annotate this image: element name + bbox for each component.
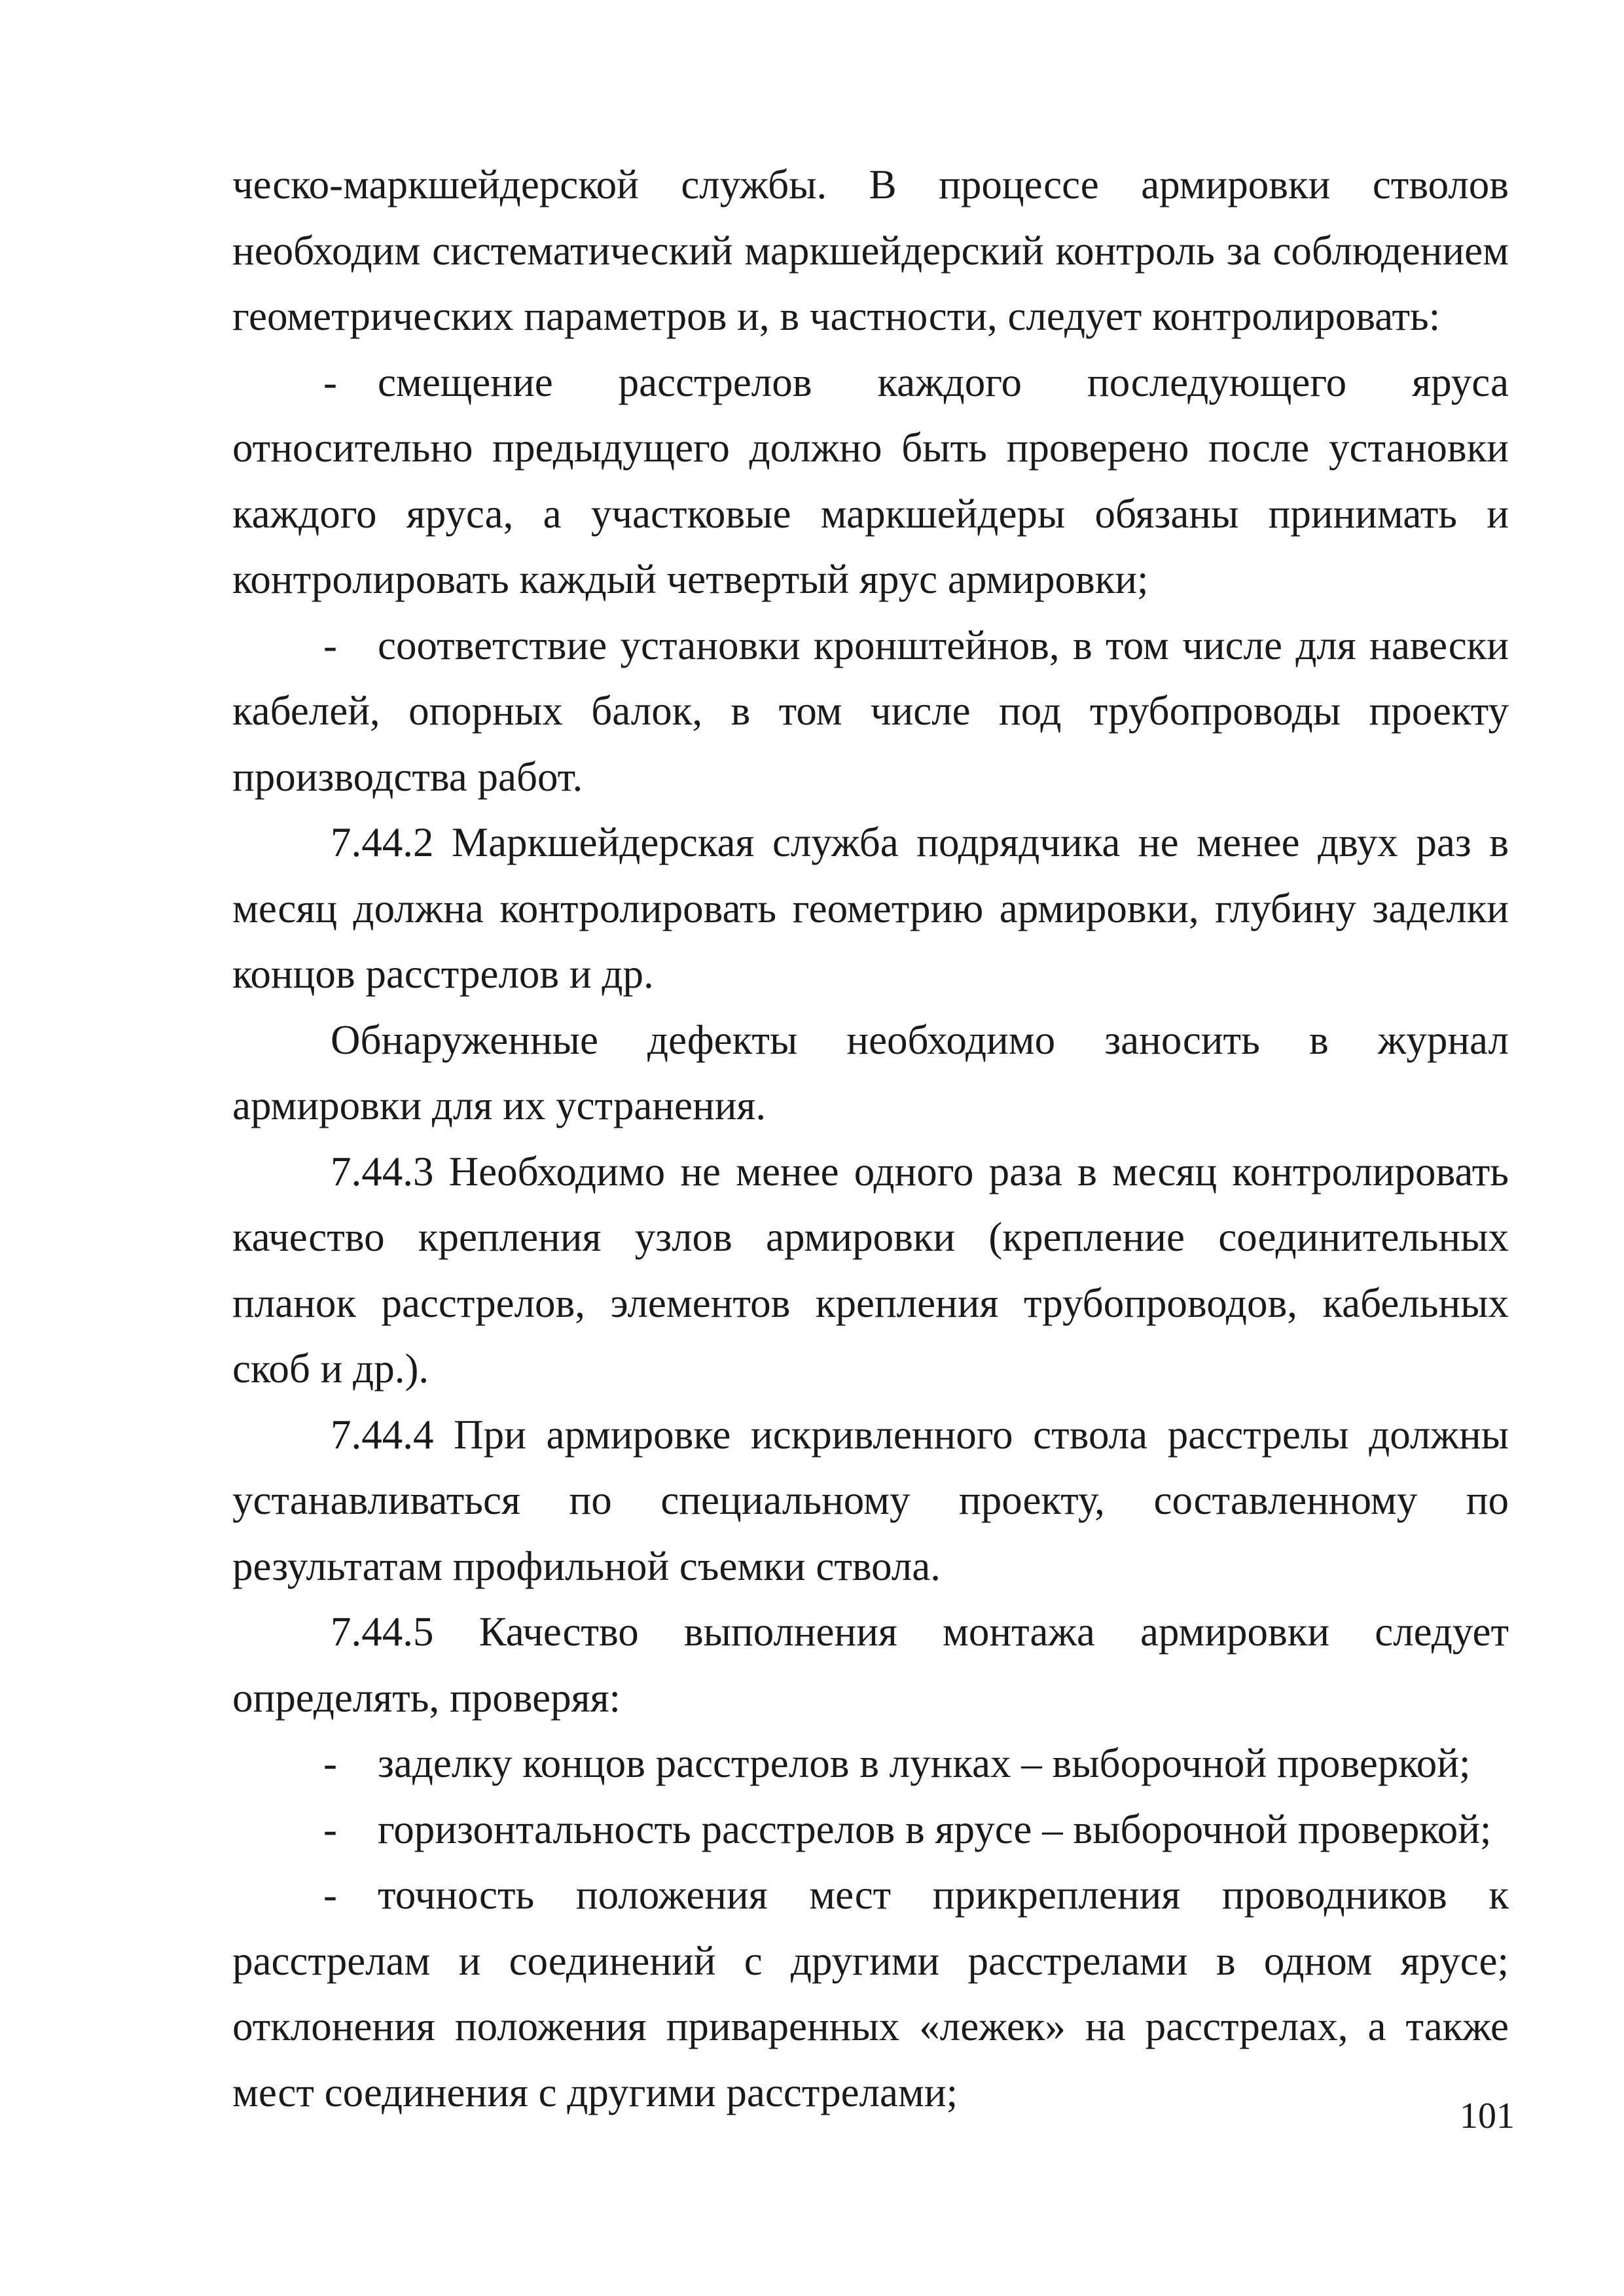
bullet-dash: - [323, 359, 337, 405]
page-number: 101 [1460, 2096, 1515, 2136]
document-body [232, 152, 1509, 2125]
bullet-text: горизонтальность расстрелов в ярусе – выборочной проверкой; [378, 1806, 1492, 1852]
paragraph-defects: Обнаруженные дефекты необходимо заносить в журнал армировки для их устранения. [232, 1016, 1509, 1128]
bullet-dash: - [323, 1740, 337, 1786]
bullet-item [232, 1862, 1509, 2125]
paragraph-7-44-3: 7.44.3 Необходимо не менее одного раза в месяц контролировать качество крепления узлов армировки (крепление соединительных планок расстрелов, элементов крепления трубопроводов, кабельных скоб и др.). [232, 1148, 1509, 1391]
bullet-dash: - [323, 1806, 337, 1852]
paragraph-7-44-2: 7.44.2 Маркшейдерская служба подрядчика не менее двух раз в месяц должна контролировать геометрию армировки, глубину заделки концов расстрелов и др. [232, 819, 1509, 997]
paragraph-7-44-4: 7.44.4 При армировке искривленного ствола расстрелы должны устанавливаться по специальному проекту, составленному по результатам профильной съемки ствола. [232, 1411, 1509, 1589]
bullet-item [232, 613, 1509, 810]
bullet-text: соответствие установки кронштейнов, в том числе для навески кабелей, опорных балок, в том числе под трубопроводы проекту производства работ. [232, 622, 1509, 800]
bullet-item [232, 1731, 1509, 1797]
paragraph-7-44-5: 7.44.5 Качество выполнения монтажа армировки следует определять, проверяя: [232, 1609, 1509, 1721]
paragraph-continuation: ческо-маркшейдерской службы. В процессе армировки стволов необходим систематический маркшейдерский контроль за соблюдением геометрических параметров и, в частности, следует контролировать: [232, 162, 1509, 339]
bullet-text: точность положения мест прикрепления проводников к расстрелам и соединений с другими расстрелами в одном ярусе; отклонения положения приваренных «лежек» на расстрелах, а также мест соединения с другими расстрелами; [232, 1872, 1509, 2115]
bullet-text: заделку концов расстрелов в лунках – выборочной проверкой; [378, 1740, 1471, 1786]
bullet-item [232, 1797, 1509, 1863]
bullet-dash: - [323, 622, 337, 668]
bullet-dash: - [323, 1872, 337, 1918]
bullet-text: смещение расстрелов каждого последующего яруса относительно предыдущего должно быть проверено после установки каждого яруса, а участковые маркшейдеры обязаны принимать и контролировать каждый четвертый ярус армировки; [232, 359, 1509, 602]
bullet-item [232, 350, 1509, 613]
